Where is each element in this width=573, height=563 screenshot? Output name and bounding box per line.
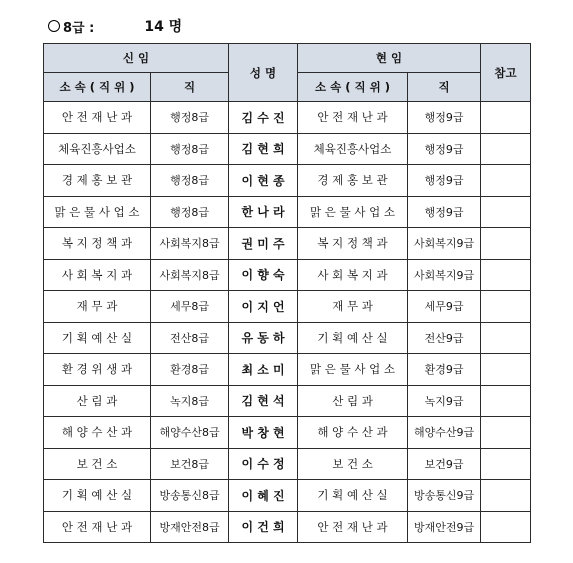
name-cell: 이 지 언: [229, 291, 298, 323]
personnel-table: [43, 43, 531, 543]
incoming-dept-cell: 체육진흥사업소: [44, 133, 151, 165]
current-rank-cell: 행정9급: [408, 133, 481, 165]
incoming-dept-cell: 환 경 위 생 과: [44, 354, 151, 386]
name-cell: 이 수 정: [229, 448, 298, 480]
header-current-affiliation: 소 속 ( 직 위 ): [298, 73, 408, 102]
note-cell: [481, 354, 531, 386]
current-dept-cell: 맑 은 물 사 업 소: [298, 196, 408, 228]
current-dept-cell: 기 획 예 산 실: [298, 322, 408, 354]
note-cell: [481, 291, 531, 323]
table-row: [44, 259, 531, 291]
note-cell: [481, 228, 531, 260]
incoming-rank-cell: 세무8급: [151, 291, 229, 323]
note-cell: [481, 165, 531, 197]
name-cell: 권 미 주: [229, 228, 298, 260]
header-current: 현 임: [298, 44, 481, 73]
table-row: [44, 354, 531, 386]
incoming-rank-cell: 행정8급: [151, 133, 229, 165]
note-cell: [481, 448, 531, 480]
note-cell: [481, 480, 531, 512]
name-cell: 박 창 현: [229, 417, 298, 449]
note-cell: [481, 133, 531, 165]
current-rank-cell: 방송통신9급: [408, 480, 481, 512]
table-row: [44, 322, 531, 354]
table-row: [44, 385, 531, 417]
table-row: [44, 511, 531, 543]
current-dept-cell: 안 전 재 난 과: [298, 102, 408, 134]
incoming-dept-cell: 해 양 수 산 과: [44, 417, 151, 449]
current-rank-cell: 사회복지9급: [408, 228, 481, 260]
current-dept-cell: 체육진흥사업소: [298, 133, 408, 165]
current-rank-cell: 행정9급: [408, 165, 481, 197]
name-cell: 유 동 하: [229, 322, 298, 354]
note-cell: [481, 385, 531, 417]
current-dept-cell: 복 지 정 책 과: [298, 228, 408, 260]
incoming-dept-cell: 기 획 예 산 실: [44, 322, 151, 354]
table-row: [44, 417, 531, 449]
name-cell: 이 현 종: [229, 165, 298, 197]
current-rank-cell: 세무9급: [408, 291, 481, 323]
note-cell: [481, 102, 531, 134]
name-cell: 이 혜 진: [229, 480, 298, 512]
header-note: 참고: [481, 44, 531, 102]
current-rank-cell: 행정9급: [408, 196, 481, 228]
incoming-rank-cell: 보건8급: [151, 448, 229, 480]
current-rank-cell: 환경9급: [408, 354, 481, 386]
header-incoming: 신 임: [44, 44, 229, 73]
current-rank-cell: 녹지9급: [408, 385, 481, 417]
current-dept-cell: 안 전 재 난 과: [298, 511, 408, 543]
headcount-label: 14 명: [144, 19, 183, 35]
incoming-dept-cell: 맑 은 물 사 업 소: [44, 196, 151, 228]
incoming-rank-cell: 사회복지8급: [151, 228, 229, 260]
incoming-dept-cell: 기 획 예 산 실: [44, 480, 151, 512]
incoming-dept-cell: 산 림 과: [44, 385, 151, 417]
name-cell: 김 수 진: [229, 102, 298, 134]
table-row: [44, 228, 531, 260]
header-current-rank: 직: [408, 73, 481, 102]
incoming-rank-cell: 환경8급: [151, 354, 229, 386]
note-cell: [481, 511, 531, 543]
header-incoming-rank: 직: [151, 73, 229, 102]
incoming-dept-cell: 복 지 정 책 과: [44, 228, 151, 260]
current-dept-cell: 기 획 예 산 실: [298, 480, 408, 512]
table-row: [44, 480, 531, 512]
current-rank-cell: 전산9급: [408, 322, 481, 354]
name-cell: 한 나 라: [229, 196, 298, 228]
incoming-rank-cell: 해양수산8급: [151, 417, 229, 449]
current-rank-cell: 보건9급: [408, 448, 481, 480]
header-incoming-affiliation: 소 속 ( 직 위 ): [44, 73, 151, 102]
incoming-rank-cell: 방재안전8급: [151, 511, 229, 543]
table-row: [44, 196, 531, 228]
incoming-dept-cell: 보 건 소: [44, 448, 151, 480]
table-row: [44, 102, 531, 134]
incoming-dept-cell: 안 전 재 난 과: [44, 102, 151, 134]
circle-bullet-icon: [48, 20, 60, 32]
name-cell: 김 현 희: [229, 133, 298, 165]
incoming-dept-cell: 사 회 복 지 과: [44, 259, 151, 291]
incoming-rank-cell: 행정8급: [151, 196, 229, 228]
incoming-dept-cell: 재 무 과: [44, 291, 151, 323]
name-cell: 이 향 숙: [229, 259, 298, 291]
incoming-rank-cell: 사회복지8급: [151, 259, 229, 291]
table-row: [44, 448, 531, 480]
table-row: [44, 291, 531, 323]
header-row-1: [44, 44, 531, 73]
current-rank-cell: 해양수산9급: [408, 417, 481, 449]
name-cell: 김 현 석: [229, 385, 298, 417]
current-rank-cell: 행정9급: [408, 102, 481, 134]
note-cell: [481, 417, 531, 449]
current-dept-cell: 해 양 수 산 과: [298, 417, 408, 449]
current-dept-cell: 사 회 복 지 과: [298, 259, 408, 291]
incoming-rank-cell: 행정8급: [151, 165, 229, 197]
current-dept-cell: 경 제 홍 보 관: [298, 165, 408, 197]
current-rank-cell: 사회복지9급: [408, 259, 481, 291]
table-row: [44, 133, 531, 165]
name-cell: 이 건 희: [229, 511, 298, 543]
note-cell: [481, 322, 531, 354]
incoming-rank-cell: 전산8급: [151, 322, 229, 354]
incoming-dept-cell: 안 전 재 난 과: [44, 511, 151, 543]
incoming-rank-cell: 행정8급: [151, 102, 229, 134]
incoming-rank-cell: 녹지8급: [151, 385, 229, 417]
table-row: [44, 165, 531, 197]
name-cell: 최 소 미: [229, 354, 298, 386]
section-heading: [48, 14, 182, 38]
current-dept-cell: 보 건 소: [298, 448, 408, 480]
incoming-rank-cell: 방송통신8급: [151, 480, 229, 512]
note-cell: [481, 196, 531, 228]
current-dept-cell: 맑 은 물 사 업 소: [298, 354, 408, 386]
header-name: 성 명: [229, 44, 298, 102]
note-cell: [481, 259, 531, 291]
current-dept-cell: 산 림 과: [298, 385, 408, 417]
incoming-dept-cell: 경 제 홍 보 관: [44, 165, 151, 197]
grade-label: 8급 :: [63, 20, 95, 36]
current-dept-cell: 재 무 과: [298, 291, 408, 323]
current-rank-cell: 방재안전9급: [408, 511, 481, 543]
